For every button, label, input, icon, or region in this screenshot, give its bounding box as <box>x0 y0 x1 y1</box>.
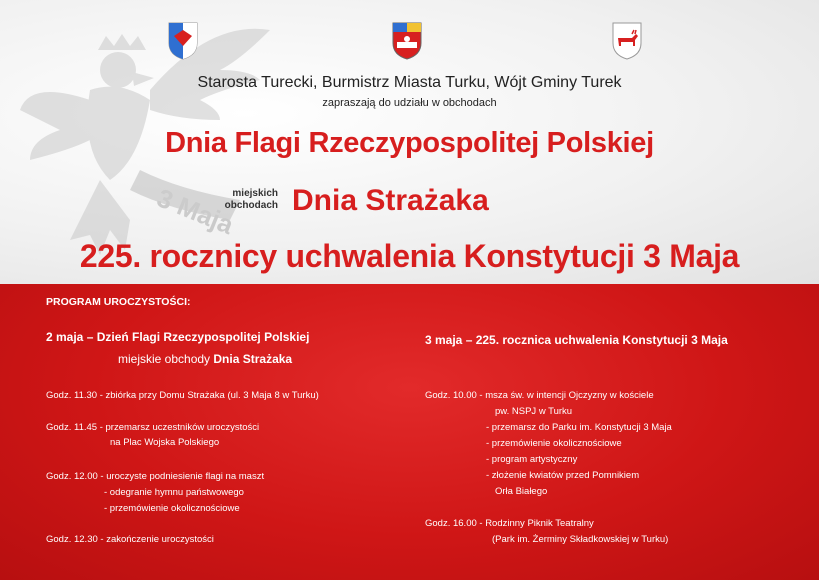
title-prefix-line2: obchodach <box>224 200 278 211</box>
title-prefix-line1: miejskich <box>232 188 278 199</box>
svg-text:3 Maja: 3 Maja <box>152 182 238 241</box>
invite-line: Starosta Turecki, Burmistrz Miasta Turku, Wójt Gminy Turek <box>197 74 622 91</box>
left-line-4: Godz. 12.00 - uroczyste podniesienie flagi na maszt <box>46 471 265 482</box>
right-day-line: 3 maja – 225. rocznica uchwalenia Konstytucji 3 Maja <box>425 333 728 347</box>
right-line-6: - złożenie kwiatów przed Pomnikiem <box>486 470 640 481</box>
right-line-3: - przemarsz do Parku im. Konstytucji 3 Maja <box>486 422 672 433</box>
left-line-7: Godz. 12.30 - zakończenie uroczystości <box>46 534 214 545</box>
right-line-2: pw. NSPJ w Turku <box>495 406 573 417</box>
right-line-9: (Park im. Żerminy Składkowskiej w Turku) <box>492 534 669 545</box>
program-heading: PROGRAM UROCZYSTOŚCI: <box>46 296 191 308</box>
title-prefix <box>208 188 278 212</box>
title-constitution: 225. rocznicy uchwalenia Konstytucji 3 Maja <box>79 238 740 274</box>
left-line-6: - przemówienie okolicznościowe <box>104 503 240 514</box>
right-line-4: - przemówienie okolicznościowe <box>486 438 622 449</box>
turek-county-crest-icon <box>168 22 198 60</box>
left-line-2: Godz. 11.45 - przemarsz uczestników uroczystości <box>46 422 260 433</box>
turek-town-crest-icon <box>392 22 422 60</box>
title-flag-day: Dnia Flagi Rzeczypospolitej Polskiej <box>165 127 654 159</box>
right-line-7: Orła Białego <box>495 486 548 497</box>
title-firefighter-day: Dnia Strażaka <box>292 184 489 217</box>
left-line-5: - odegranie hymnu państwowego <box>104 487 244 498</box>
left-day-line: 2 maja – Dzień Flagi Rzeczypospolitej Polskiej <box>46 330 310 344</box>
invite-subtitle: zapraszają do udziału w obchodach <box>322 97 497 109</box>
right-line-5: - program artystyczny <box>486 454 578 465</box>
left-line-3: na Plac Wojska Polskiego <box>110 437 220 448</box>
left-day-line2: miejskie obchody Dnia Strażaka <box>118 352 293 366</box>
left-line-1: Godz. 11.30 - zbiórka przy Domu Strażaka (ul. 3 Maja 8 w Turku) <box>46 390 319 401</box>
right-line-1: Godz. 10.00 - msza św. w intencji Ojczyzny w kościele <box>425 390 654 401</box>
turek-commune-crest-icon <box>612 22 642 60</box>
right-line-8: Godz. 16.00 - Rodzinny Piknik Teatralny <box>425 518 594 529</box>
